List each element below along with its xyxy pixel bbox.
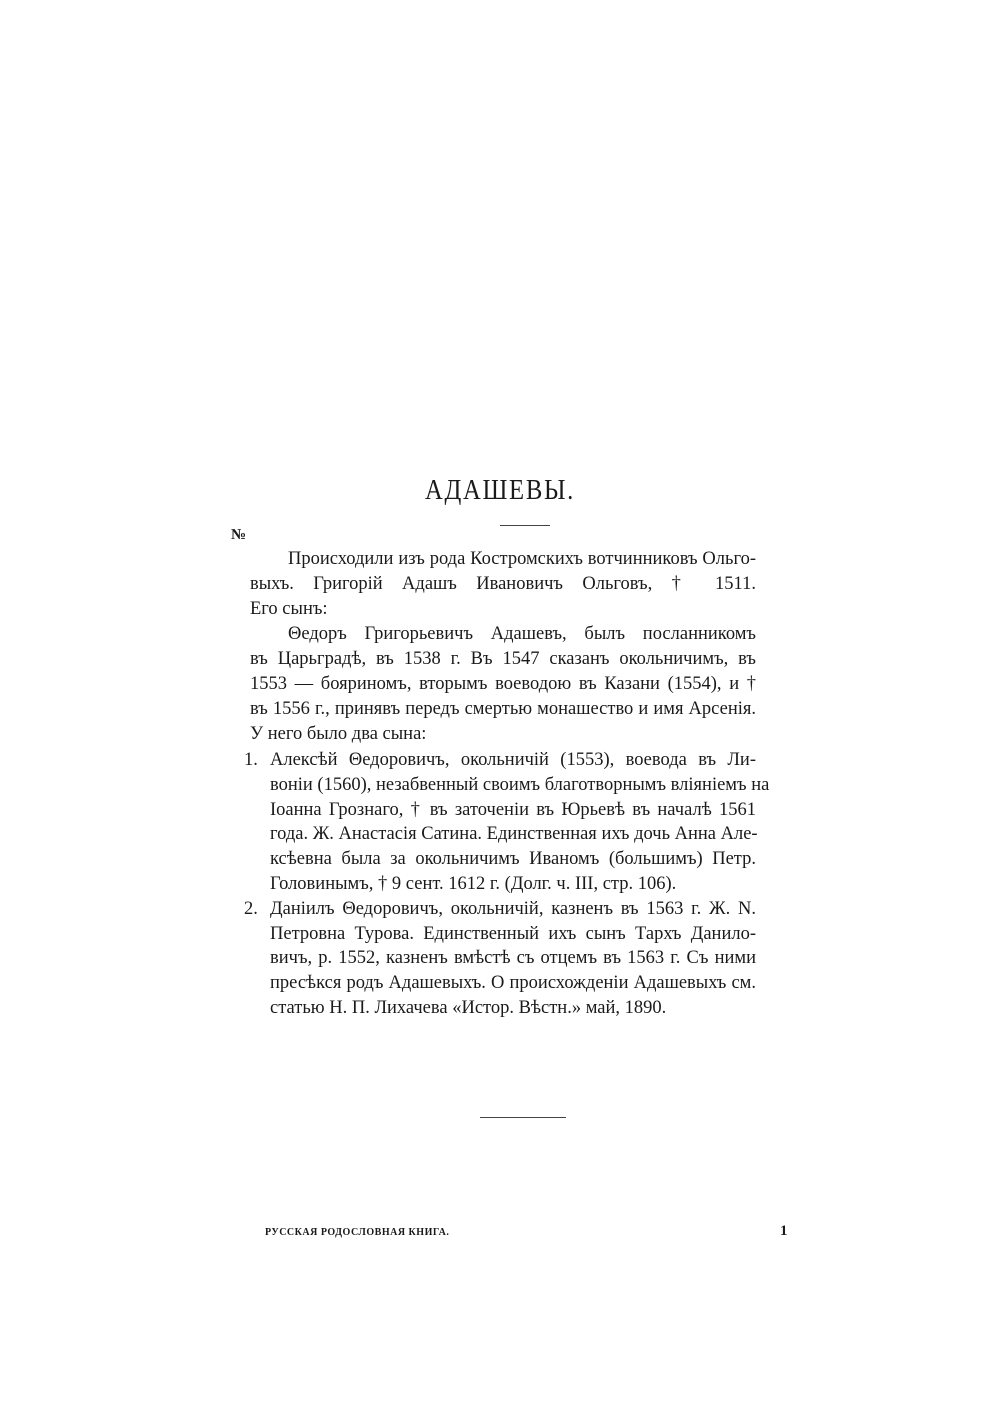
item-text-line: Головинымъ, † 9 сент. 1612 г. (Долг. ч. III, стр. 106). (270, 874, 677, 894)
text-line: въ 1556 г., принявъ передъ смертью монашество и имя Арсенія. (250, 699, 756, 719)
item-text-line: ксѣевна была за окольничимъ Иваномъ (большимъ) Петр. (270, 849, 756, 870)
running-title: РУССКАЯ РОДОСЛОВНАЯ КНИГА. (265, 1227, 450, 1238)
item-text-line: вичъ, р. 1552, казненъ вмѣстѣ съ отцемъ въ 1563 г. Съ ними (270, 948, 756, 969)
text-line: Θедоръ Григорьевичъ Адашевъ, былъ посланникомъ (288, 624, 756, 644)
item-text-line: Іоанна Грознаго, † въ заточеніи въ Юрьевѣ въ началѣ 1561 (270, 799, 756, 820)
item-text-line: Петровна Турова. Единственный ихъ сынъ Тархъ Данило- (270, 923, 756, 944)
text-line: 1553 — бояриномъ, вторымъ воеводою въ Казани (1554), и † (250, 674, 756, 694)
end-divider (480, 1117, 566, 1118)
page-title: АДАШЕВЫ. (424, 474, 576, 506)
item-text-line: Алексѣй Θедоровичъ, окольничій (1553), воевода въ Ли- (270, 750, 756, 770)
text-line: выхъ. Григорій Адашъ Ивановичъ Ольговъ, † 1511. (250, 574, 756, 594)
item-text-line: года. Ж. Анастасія Сатина. Единственная ихъ дочь Анна Але- (270, 824, 758, 845)
text-line: Его сынъ: (250, 599, 328, 619)
text-line: Происходили изъ рода Костромскихъ вотчинниковъ Ольго- (288, 549, 756, 569)
page-number: 1 (780, 1223, 788, 1239)
item-text-line: пресѣкся родъ Адашевыхъ. О происхожденіи Адашевыхъ см. (270, 973, 756, 994)
number-sign: № (231, 527, 247, 543)
text-line: У него было два сына: (250, 724, 427, 744)
title-divider (500, 525, 550, 526)
item-text-line: статью Н. П. Лихачева «Истор. Вѣстн.» май, 1890. (270, 998, 667, 1018)
item-number: 1. (244, 750, 258, 770)
item-text-line: Даніилъ Θедоровичъ, окольничій, казненъ въ 1563 г. Ж. N. (270, 898, 756, 919)
item-text-line: воніи (1560), незабвенный своимъ благотворнымъ вліяніемъ на (270, 774, 770, 795)
text-line: въ Царьградѣ, въ 1538 г. Въ 1547 сказанъ окольничимъ, въ (250, 649, 756, 669)
item-number: 2. (244, 898, 258, 919)
